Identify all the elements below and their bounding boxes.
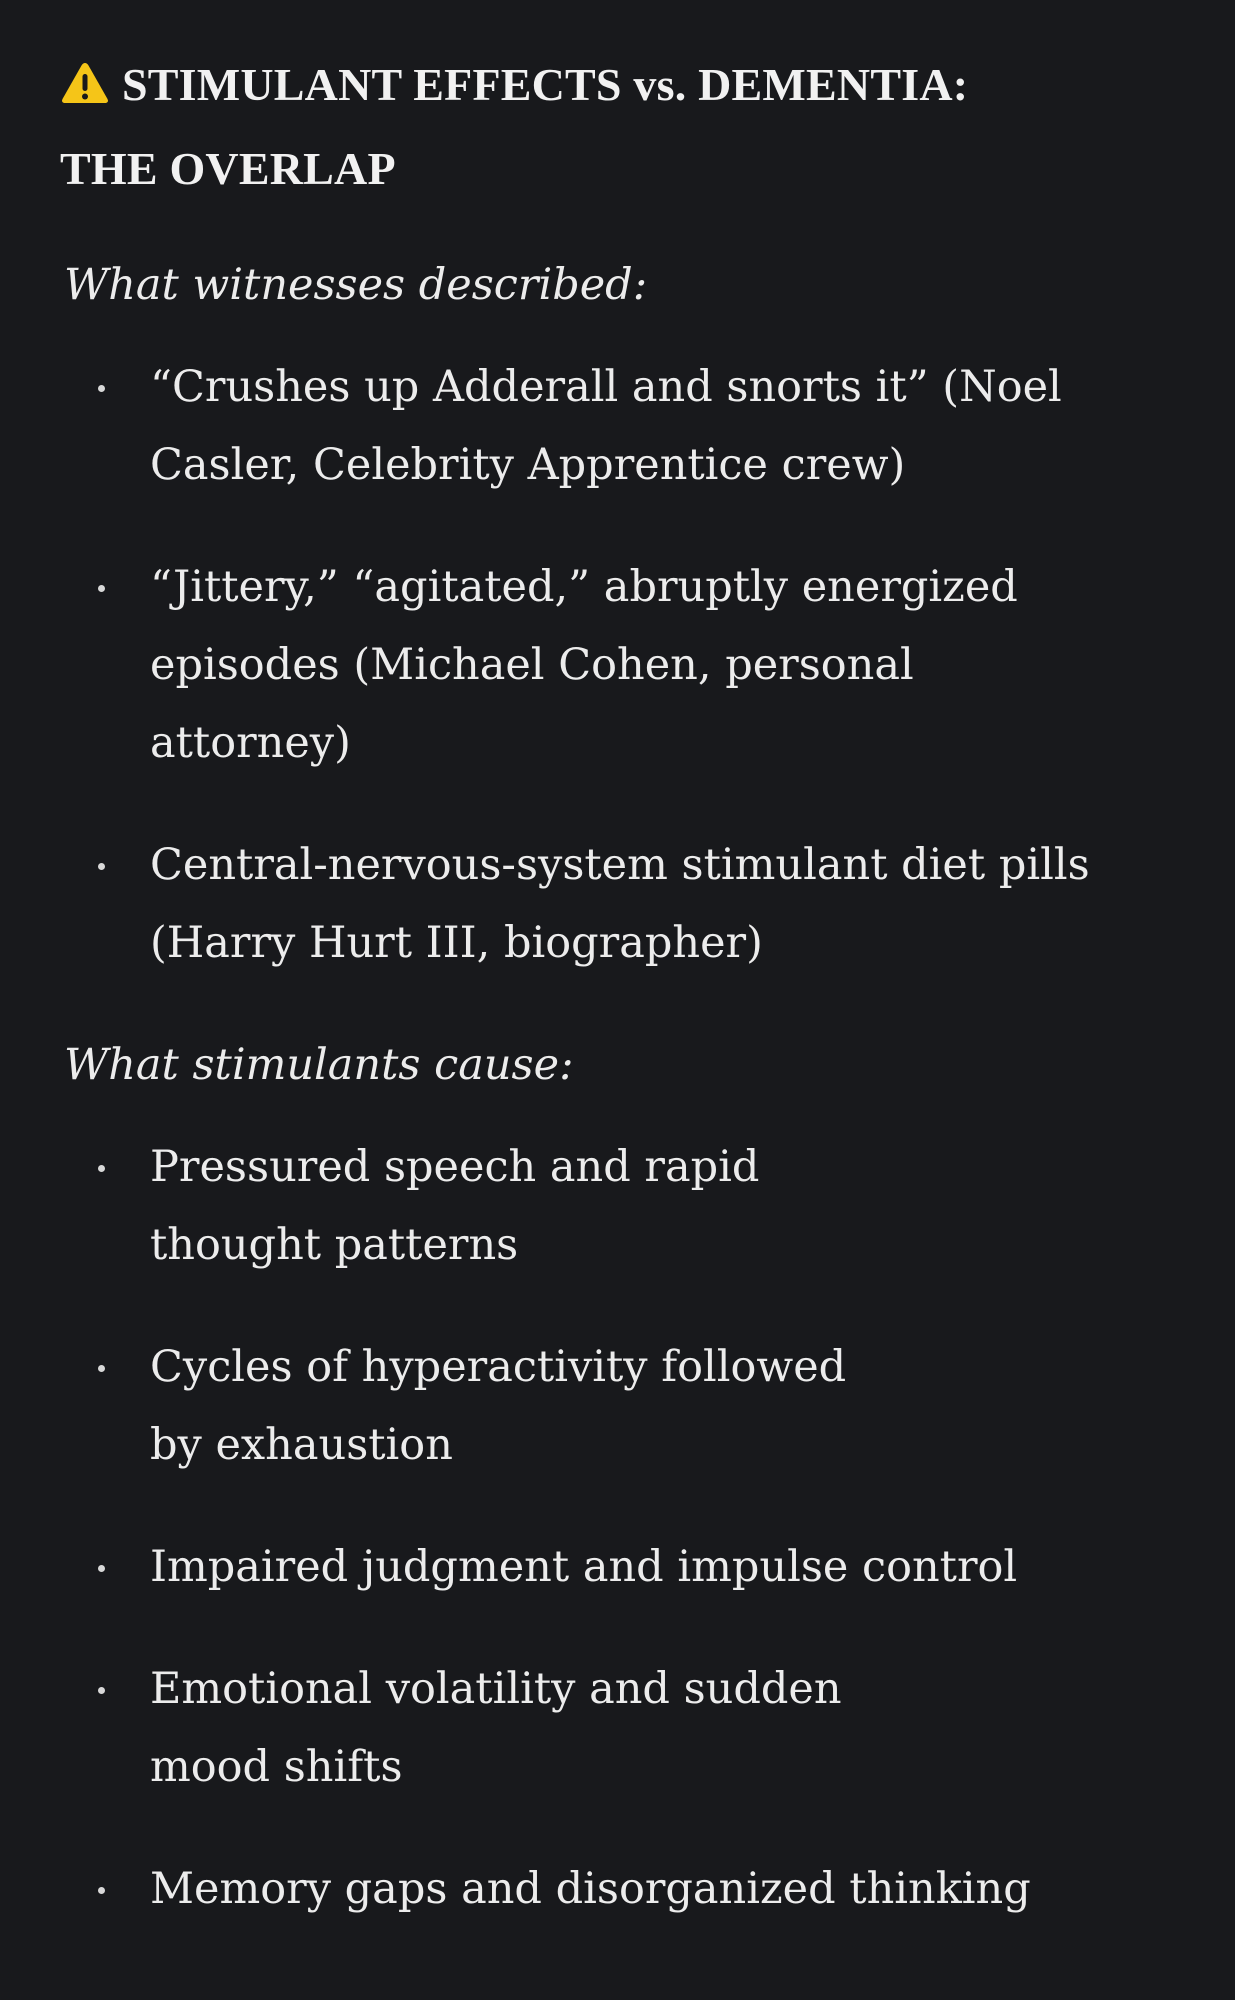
- list-item-line: Emotional volatility and sudden: [150, 1664, 842, 1714]
- list-item-line: (Harry Hurt III, biographer): [150, 918, 763, 968]
- document-content: [60, 46, 1180, 1972]
- list-item-line: Cycles of hyperactivity followed: [150, 1342, 847, 1392]
- list-item-line: “Jittery,” “agitated,” abruptly energized: [150, 562, 1018, 612]
- list-item-line: Memory gaps and disorganized thinking: [150, 1864, 1031, 1914]
- list-item-line: mood shifts: [150, 1742, 403, 1792]
- list-item: [60, 1128, 1180, 1284]
- list-item-line: thought patterns: [150, 1220, 519, 1270]
- list-item: [60, 1528, 1180, 1606]
- list-item-line: episodes (Michael Cohen, personal: [150, 640, 914, 690]
- bullet-icon: [98, 1887, 105, 1894]
- bullet-icon: [98, 585, 105, 592]
- list-item: [60, 1850, 1180, 1928]
- bullet-icon: [98, 1165, 105, 1172]
- witnesses-label: What witnesses described:: [64, 260, 648, 310]
- list-item: [60, 348, 1180, 504]
- warning-icon: [60, 52, 110, 130]
- heading-line-2: THE OVERLAP: [60, 143, 396, 194]
- list-item: [60, 548, 1180, 782]
- heading-line-1: STIMULANT EFFECTS vs. DEMENTIA:: [122, 59, 969, 110]
- bullet-icon: [98, 1687, 105, 1694]
- bullet-icon: [98, 1365, 105, 1372]
- bullet-icon: [98, 385, 105, 392]
- list-item-line: Central-nervous-system stimulant diet pills: [150, 840, 1090, 890]
- bullet-icon: [98, 863, 105, 870]
- list-item: [60, 826, 1180, 982]
- stimulants-list: [60, 1128, 1180, 1928]
- list-item-line: Casler, Celebrity Apprentice crew): [150, 440, 906, 490]
- list-item-line: Pressured speech and rapid: [150, 1142, 760, 1192]
- bullet-icon: [98, 1565, 105, 1572]
- list-item-line: “Crushes up Adderall and snorts it” (Noel: [150, 362, 1062, 412]
- stimulants-label: What stimulants cause:: [64, 1040, 574, 1090]
- list-item-line: by exhaustion: [150, 1420, 453, 1470]
- list-item-line: Impaired judgment and impulse control: [150, 1542, 1018, 1592]
- section-heading: [60, 46, 1180, 208]
- list-item-line: attorney): [150, 718, 351, 768]
- witnesses-list: [60, 348, 1180, 982]
- list-item: [60, 1650, 1180, 1806]
- list-item: [60, 1328, 1180, 1484]
